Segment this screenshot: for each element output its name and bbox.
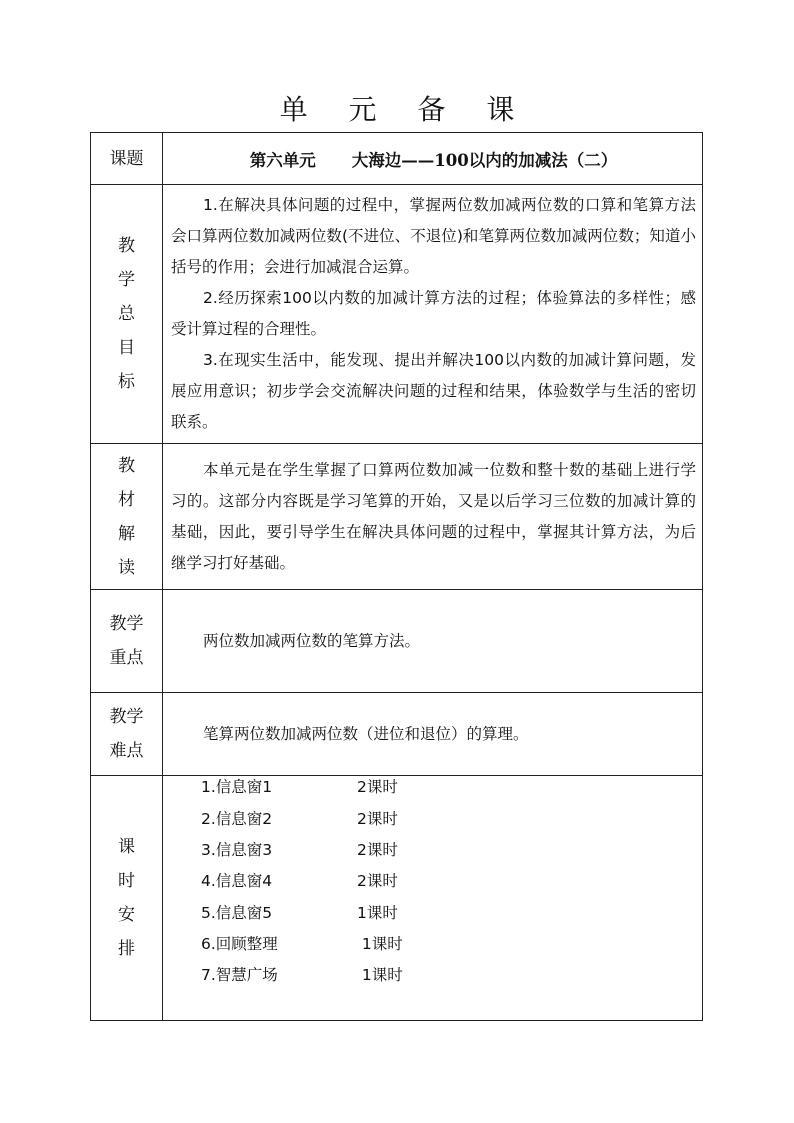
- goals-label-char: 总: [118, 304, 135, 324]
- schedule-label-char: 课: [118, 837, 135, 857]
- schedule-item-name: 7.智慧广场: [201, 966, 278, 985]
- lesson-plan-table: [90, 132, 703, 1021]
- schedule-item-name: 3.信息窗3: [201, 841, 273, 860]
- schedule-item: [201, 772, 696, 803]
- material-content: [163, 444, 703, 590]
- schedule-item-name: 2.信息窗2: [201, 809, 273, 828]
- goals-label-char: 标: [118, 372, 135, 392]
- focus-row: [91, 590, 703, 693]
- goal-paragraph: 3.在现实生活中，能发现、提出并解决100以内数的加减计算问题，发展应用意识；初步学会交流解决问题的过程和结果，体验数学与生活的密切联系。: [171, 351, 696, 431]
- schedule-label-char: 排: [118, 939, 135, 959]
- schedule-item: [201, 960, 696, 991]
- schedule-item-hours: 2课时: [357, 809, 398, 828]
- goals-label-char: 目: [118, 338, 135, 358]
- schedule-item-hours: 1课时: [357, 934, 403, 953]
- material-row: [91, 444, 703, 590]
- schedule-item-name: 5.信息窗5: [201, 903, 273, 922]
- focus-text: 两位数加减两位数的笔算方法。: [203, 631, 421, 650]
- schedule-item: [201, 898, 696, 929]
- goals-label: [91, 185, 163, 444]
- schedule-item: [201, 929, 696, 960]
- goals-row: [91, 185, 703, 444]
- schedule-item-name: 1.信息窗1: [201, 778, 273, 797]
- schedule-item-hours: 2课时: [357, 872, 398, 891]
- schedule-item: [201, 835, 696, 866]
- schedule-item-name: 4.信息窗4: [201, 872, 273, 891]
- difficulty-label-line: 难点: [109, 741, 144, 761]
- schedule-item: [201, 804, 696, 835]
- schedule-label: [91, 776, 163, 1021]
- focus-content: [163, 590, 703, 693]
- focus-label-line: 重点: [109, 648, 144, 668]
- topic-row: [91, 133, 703, 185]
- topic-label: 课题: [91, 133, 163, 185]
- schedule-label-char: 安: [118, 905, 135, 925]
- difficulty-content: [163, 693, 703, 776]
- difficulty-row: [91, 693, 703, 776]
- difficulty-label-line: 教学: [109, 707, 144, 727]
- page-title: 单 元 备 课: [279, 93, 531, 126]
- schedule-list: [171, 772, 696, 991]
- schedule-label-char: 时: [118, 871, 135, 891]
- material-paragraph: 本单元是在学生掌握了口算两位数加减一位数和整十数的基础上进行学习的。这部分内容既是学习笔算的开始，又是以后学习三位数的加减计算的基础，因此，要引导学生在解决具体问题的过程中，掌握其计算方法，为后继学习打好基础。: [171, 460, 696, 572]
- schedule-content: [163, 776, 703, 1021]
- goals-label-char: 学: [118, 270, 135, 290]
- schedule-item: [201, 866, 696, 897]
- material-label-char: 解: [118, 523, 135, 544]
- unit-name: 大海边——100以内的加减法（二）: [351, 150, 618, 170]
- schedule-item-hours: 2课时: [357, 841, 398, 860]
- unit-number: 第六单元: [249, 150, 316, 170]
- focus-label-line: 教学: [109, 614, 144, 634]
- focus-label: [91, 590, 163, 693]
- material-label: [91, 444, 163, 590]
- material-label-char: 材: [118, 489, 135, 510]
- goal-paragraph: 1.在解决具体问题的过程中，掌握两位数加减两位数的口算和笔算方法会口算两位数加减两位数(不进位、不退位)和笔算两位数加减两位数；知道小括号的作用；会进行加减混合运算。: [171, 196, 696, 276]
- difficulty-text: 笔算两位数加减两位数（进位和退位）的算理。: [203, 724, 529, 743]
- goals-label-char: 教: [118, 236, 135, 256]
- schedule-item-name: 6.回顾整理: [201, 934, 278, 953]
- schedule-item-hours: 1课时: [357, 966, 403, 985]
- material-label-char: 读: [118, 557, 135, 578]
- topic-heading: [163, 133, 703, 185]
- schedule-row: [91, 776, 703, 1021]
- schedule-item-hours: 1课时: [357, 903, 398, 922]
- difficulty-label: [91, 693, 163, 776]
- goals-content: [163, 185, 703, 444]
- material-label-char: 教: [118, 455, 135, 476]
- schedule-item-hours: 2课时: [357, 778, 398, 797]
- goal-paragraph: 2.经历探索100以内数的加减计算方法的过程；体验算法的多样性；感受计算过程的合理性。: [171, 289, 696, 338]
